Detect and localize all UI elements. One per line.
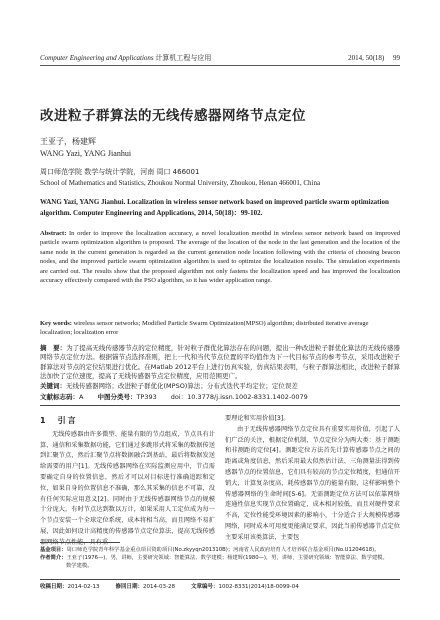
- body-paragraph-2: 由于无线传感器网络节点定位具有重要实用价值，引起了人们广泛的关注，根据定位机制，节点定位分为两大类：基于测距和非测距的定位[4]。测距定位方法首先计算传感器节点之间的距离或角度信息，然后采用最大似然估计法、三角测量法得到传感器节点的位置信息，它们具有较高的节点定位精度，但通信开销大，计算复杂度高，耗传感器节点的能量有限，这样影响整个传感器网络的生命时间[5-6]。无需测距定位方法可以依靠网络连通性信息实现节点位置确定，成本相对较低，而且对硬件要求不高，定位性能受环境因素的影响小，十分适合于大规模传感器网络，同时成本可用度更能满足要求，因此当前传感器节点定位主要采用该类算法，主要包: [225, 425, 400, 541]
- paper-title: 改进粒子群算法的无线传感器网络节点定位: [40, 108, 306, 124]
- received-line: [40, 582, 400, 590]
- abstract-en-text: In order to improve the localization accuracy, a novel localization meothd in wireless sensor network based on improved particle swarm optimization algorithm is proposed. The average of the location of the node in the last generation and the location of the same node in the current generation is regarded as the current generation node location following with the criteria of choosing beacon nodes, and the improved particle swarm optimization algorithm is used to optimize the localization results. The simulation experiments are carried out. The results show that the proposed algorithm not only fastens the localization speed and has improved the localization accuracy effectively compared with the PSO algorithm, so it has wider application range.: [40, 230, 400, 285]
- doc-code-value: A: [79, 393, 84, 401]
- author-note-label: 作者简介：: [40, 555, 67, 562]
- keywords-cn-label: 关键词：: [40, 382, 66, 390]
- article-number-label: 文章编号：: [190, 584, 219, 590]
- keywords-cn: [40, 382, 400, 391]
- header-journal-cn: 计算机工程与应用: [155, 54, 212, 62]
- abstract-cn-text: 为了提高无线传感器节点的定位精度，针对粒子群优化算法存在的问题，提出一种改进粒子群优化算法的无线传感器网络节点定位方法。根据锚节点选择准则，把上一代和当代节点位置的平均值作为下一代目标节点的参考节点，采用改进粒子群算法对节点的定位结果进行优化。在Matlab 2012平台上进行仿真实验，仿真结果表明，与粒子群算法相比，改进粒子群算法加快了定位速度，提高了无线传感器节点定位精度，应用范围更广。: [40, 344, 401, 381]
- affiliation-en: School of Mathematics and Statistics, Zhoukou Normal University, Zhoukou, Henan 466001, China: [40, 179, 321, 187]
- clc-number: [97, 392, 156, 401]
- body-continuation: 要理论和实用价值[3]。: [225, 415, 290, 422]
- header-issue-page: [348, 54, 400, 62]
- identifier-divider: [40, 405, 400, 406]
- authors-en: WANG Yazi, YANG Jianhui: [40, 149, 132, 158]
- keywords-cn-text: 无线传感器网络；改进粒子群优化(MPSO)算法；分布式迭代平均定位；定位误差: [66, 382, 298, 390]
- footnote-divider: [40, 542, 120, 543]
- doc-code: [40, 392, 83, 401]
- citation: WANG Yazi, YANG Jianhui. Localization in wireless sensor network based on improved particle swarm optimization algorithm. Computer Engineering and Applications, 2014, 50(18)：99-102.: [40, 198, 389, 217]
- revised-label: 修回日期：: [115, 584, 143, 590]
- identifier-line: [40, 392, 400, 401]
- article-number: [191, 582, 299, 590]
- authors-cn: 王亚子，杨建辉: [40, 137, 96, 146]
- abstract-en-label: Abstract:: [40, 230, 67, 237]
- body-paragraph: 无线传感器由许多微型、能量有限的节点组成，节点具有计算、通信和采集数据功能，它们通过多跳形式将采集的数据传送到汇聚节点，然后汇聚节点将数据融合到基站，最后将数据发送给需要的用户[1]。无线传感器网络在实际监测应用中，节点需要确定自身的位置信息，然后才可以对目标进行准确追踪和定位，如果自身的位置信息不准确，那么其采集的信息不可靠，没有任何实际应用意义[2]。同时由于无线传感器网络节点的规模十分庞大，有时节点达到数以万计，如果采用人工定位成为每一个节点安装一个全球定位系统，成本将相当高，而且网络不易扩展，因此如何设计高精度的传感器节点定位算法，提高无线传感器网络节点性能，具有重: [40, 430, 215, 546]
- received-value: 2014-02-13: [67, 584, 100, 590]
- clc-value: TP393: [136, 393, 157, 401]
- revised-date: [115, 582, 174, 590]
- received-date: [40, 582, 99, 590]
- received-divider: [40, 579, 400, 580]
- affiliation-cn: 周口师范学院 数学与统计学院，河南 周口 466001: [40, 168, 200, 176]
- keywords-en: [40, 319, 400, 338]
- article-number-value: 1002-8331(2014)18-0099-04: [218, 584, 299, 590]
- clc-label: 中图分类号：: [97, 393, 137, 401]
- body-column-right: [225, 414, 400, 544]
- header-divider: [40, 65, 400, 66]
- header-journal: [40, 53, 211, 63]
- header-journal-en: Computer Engineering and Applications: [40, 54, 154, 62]
- fund-note: [40, 546, 400, 554]
- doc-code-label: 文献标志码：: [40, 393, 79, 401]
- fund-text: 周口师范学院青年科学基金重点项目资助项目(No.zkyyqn201310B)；河南省人民政府培育人才培养联合基金项目(No.U1204618)。: [66, 547, 380, 553]
- running-header: [40, 53, 400, 63]
- author-note: [40, 554, 400, 562]
- header-page-number: 99: [393, 54, 400, 62]
- received-label: 收稿日期：: [40, 584, 68, 590]
- author-note-text: 王亚子(1976—)，男，讲师，主要研究领域：智能算法、数学建模；杨建辉(1980—)，男，讲师，主要研究领域：智能算法、数学建模。: [66, 555, 388, 562]
- doi: doi：10.3778/j.issn.1002-8331.1402-0079: [170, 393, 308, 401]
- section-heading: 1 引言: [40, 416, 78, 425]
- header-issue: 2014, 50(18): [348, 54, 385, 62]
- fund-label: 基金项目：: [40, 547, 67, 553]
- body-column-left: [40, 414, 215, 549]
- keywords-en-label: Key words:: [40, 320, 72, 327]
- abstract-cn: [40, 344, 400, 382]
- revised-value: 2014-03-28: [143, 584, 175, 590]
- author-note-extra: 数学建模。: [66, 563, 93, 570]
- abstract-en: [40, 229, 400, 285]
- abstract-cn-label: 摘 要：: [40, 344, 67, 352]
- keywords-en-text: wireless sensor networks; Modified Particle Swarm Optimization(MPSO) algorithm; distributed iterative average localization; localization error: [40, 320, 369, 337]
- footnotes: [40, 546, 400, 571]
